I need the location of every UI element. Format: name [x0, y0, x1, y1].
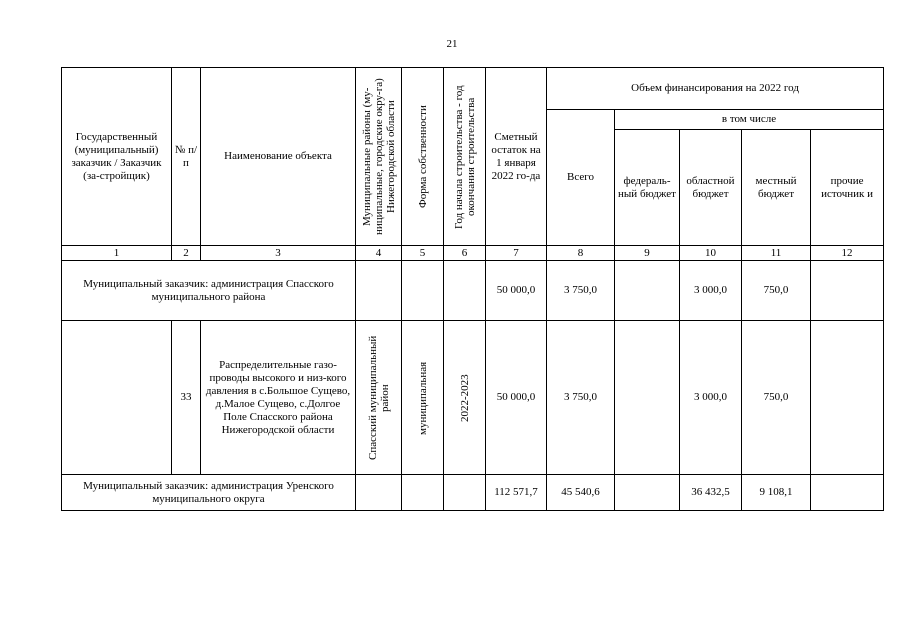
ownership-cell	[402, 321, 444, 475]
header-years	[444, 68, 486, 246]
customer-cell: Муниципальный заказчик: администрация Спасского муниципального района	[62, 261, 356, 321]
header-district	[356, 68, 402, 246]
total-cell: 45 540,6	[547, 475, 615, 511]
federal-cell	[615, 321, 680, 475]
other-cell	[811, 475, 884, 511]
column-number: 8	[547, 246, 615, 261]
header-no: № п/п	[172, 68, 201, 246]
page-number: 21	[446, 38, 458, 50]
no-cell: 33	[172, 321, 201, 475]
district-cell	[356, 261, 402, 321]
estimate-cell: 112 571,7	[486, 475, 547, 511]
header-ownership	[402, 68, 444, 246]
column-number: 10	[680, 246, 742, 261]
total-cell: 3 750,0	[547, 321, 615, 475]
column-number: 6	[444, 246, 486, 261]
regional-cell: 3 000,0	[680, 261, 742, 321]
years-cell	[444, 475, 486, 511]
estimate-cell: 50 000,0	[486, 261, 547, 321]
column-number: 5	[402, 246, 444, 261]
customer-cell	[62, 321, 172, 475]
column-number: 4	[356, 246, 402, 261]
header-total: Всего	[547, 110, 615, 246]
column-number: 7	[486, 246, 547, 261]
header-including: в том числе	[615, 110, 884, 130]
estimate-cell: 50 000,0	[486, 321, 547, 475]
header-estimate: Сметный остаток на 1 января 2022 го-да	[486, 68, 547, 246]
total-cell: 3 750,0	[547, 261, 615, 321]
table-row	[62, 261, 884, 321]
other-cell	[811, 261, 884, 321]
header-regional: областной бюджет	[680, 130, 742, 246]
ownership-text: муниципальная	[416, 360, 429, 435]
years-text: 2022-2023	[458, 373, 471, 422]
local-cell: 750,0	[742, 261, 811, 321]
table-row	[62, 475, 884, 511]
column-number: 1	[62, 246, 172, 261]
local-cell: 750,0	[742, 321, 811, 475]
header-other: прочие источник и	[811, 130, 884, 246]
customer-cell: Муниципальный заказчик: администрация Уренского муниципального округа	[62, 475, 356, 511]
column-number: 11	[742, 246, 811, 261]
years-cell	[444, 261, 486, 321]
header-district-text: Муниципальные районы (му-ниципальные, городские окру-га) Нижегородской области	[360, 78, 397, 235]
object-name-cell: Распределительные газо-проводы высокого и низ-кого давления в с.Большое Сущево, д.Малое Сущево, с.Долгое Поле Спасского района Нижегородской области	[201, 321, 356, 475]
header-object: Наименование объекта	[201, 68, 356, 246]
column-numbers-row	[62, 246, 884, 261]
header-federal: федераль-ный бюджет	[615, 130, 680, 246]
header-ownership-text: Форма собственности	[416, 105, 429, 208]
other-cell	[811, 321, 884, 475]
header-years-text: Год начала строительства - год окончания строительства	[452, 84, 477, 229]
table-row	[62, 321, 884, 475]
column-number: 9	[615, 246, 680, 261]
federal-cell	[615, 261, 680, 321]
regional-cell: 3 000,0	[680, 321, 742, 475]
financing-table	[61, 67, 884, 511]
district-cell	[356, 321, 402, 475]
header-local: местный бюджет	[742, 130, 811, 246]
federal-cell	[615, 475, 680, 511]
column-number: 3	[201, 246, 356, 261]
column-number: 12	[811, 246, 884, 261]
years-cell	[444, 321, 486, 475]
regional-cell: 36 432,5	[680, 475, 742, 511]
column-number: 2	[172, 246, 201, 261]
ownership-cell	[402, 475, 444, 511]
district-cell	[356, 475, 402, 511]
header-funding: Объем финансирования на 2022 год	[547, 68, 884, 110]
district-text: Спасский муниципальный район	[366, 335, 391, 460]
ownership-cell	[402, 261, 444, 321]
header-customer: Государственный (муниципальный) заказчик / Заказчик (за-стройщик)	[62, 68, 172, 246]
local-cell: 9 108,1	[742, 475, 811, 511]
